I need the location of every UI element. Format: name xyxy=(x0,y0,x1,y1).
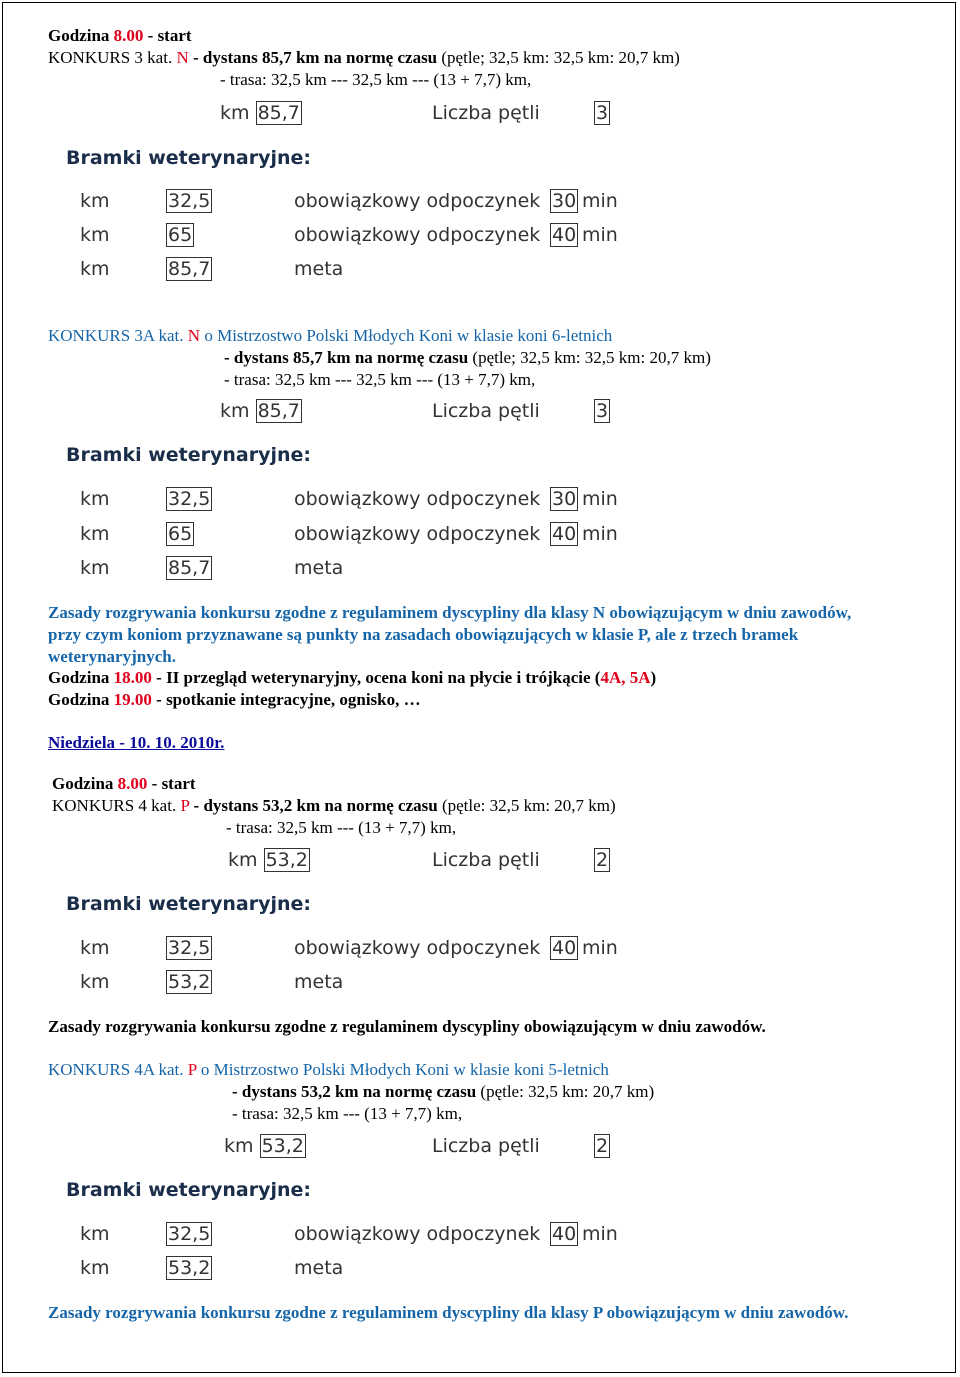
k4a-class: P xyxy=(187,1060,197,1079)
k4a-title: KONKURS 4A kat. xyxy=(48,1060,184,1079)
k3-route: - trasa: 32,5 km --- 32,5 km --- (13 + 7,7) km, xyxy=(220,70,532,89)
k3a-gates-title: Bramki weterynaryjne: xyxy=(66,444,312,466)
gate-rest-min: 30 xyxy=(552,190,577,212)
k4-distance: - dystans 53,2 km na normę czasu xyxy=(193,796,438,815)
gate-km-value: 85,7 xyxy=(168,557,211,579)
k3a-distance-line xyxy=(224,348,711,368)
k3a-title-rest: o Mistrzostwo Polski Młodych Koni w klasie koni 6-letnich xyxy=(204,326,613,345)
km-total-value: 53,2 xyxy=(265,849,308,871)
km-total-value: 85,7 xyxy=(257,102,300,124)
gate-desc: obowiązkowy odpoczynek xyxy=(294,190,541,212)
gate-desc: obowiązkowy odpoczynek xyxy=(294,1223,541,1245)
gate-km-label: km xyxy=(80,1223,110,1245)
k3a-rules-line3: weterynaryjnych. xyxy=(48,647,176,666)
time-18-line xyxy=(48,668,656,688)
gate-km-value: 32,5 xyxy=(168,190,211,212)
time-value: 18.00 xyxy=(113,668,152,687)
gate-min-unit: min xyxy=(582,488,618,510)
time-value: 8.00 xyxy=(117,774,148,793)
k3a-loops-desc: (pętle; 32,5 km: 32,5 km: 20,7 km) xyxy=(472,348,711,367)
k4a-distance: - dystans 53,2 km na normę czasu xyxy=(232,1082,477,1101)
k3-loops-desc: (pętle; 32,5 km: 32,5 km: 20,7 km) xyxy=(441,48,680,67)
gate-km-label: km xyxy=(80,937,110,959)
km-total-value: 85,7 xyxy=(257,400,300,422)
k4a-distance-line xyxy=(232,1082,654,1102)
k4-rules: Zasady rozgrywania konkursu zgodne z regulaminem dyscypliny obowiązującym w dniu zawodów. xyxy=(48,1017,766,1036)
k3-gates-title: Bramki weterynaryjne: xyxy=(66,147,312,169)
gate-min-unit: min xyxy=(582,1223,618,1245)
time-label: Godzina xyxy=(48,26,110,45)
gate-km-label: km xyxy=(80,224,110,246)
gate-km-value: 53,2 xyxy=(168,1257,211,1279)
km-label: km xyxy=(220,102,250,124)
gate-rest-min: 40 xyxy=(552,937,577,959)
k4-route: - trasa: 32,5 km --- (13 + 7,7) km, xyxy=(226,818,457,837)
gate-rest-min: 40 xyxy=(552,1223,577,1245)
k3-class: N xyxy=(176,48,189,67)
time-19-line xyxy=(48,690,421,710)
k4a-loops-value: 2 xyxy=(596,1135,609,1157)
k4a-route: - trasa: 32,5 km --- (13 + 7,7) km, xyxy=(232,1104,463,1123)
k4a-rules: Zasady rozgrywania konkursu zgodne z regulaminem dyscypliny dla klasy P obowiązującym w dniu zawodów. xyxy=(48,1303,849,1322)
gate-min-unit: min xyxy=(582,190,618,212)
k3-loops-value: 3 xyxy=(596,102,609,124)
k4-km-total xyxy=(228,848,310,872)
gate-min-unit: min xyxy=(582,523,618,545)
k4-loops-desc: (pętle: 32,5 km: 20,7 km) xyxy=(441,796,616,815)
gate-km-value: 32,5 xyxy=(168,488,211,510)
time-desc: - spotkanie integracyjne, ognisko, … xyxy=(156,690,421,709)
k3-distance: - dystans 85,7 km na normę czasu xyxy=(192,48,438,67)
gate-km-label: km xyxy=(80,488,110,510)
gate-rest-min: 40 xyxy=(552,224,577,246)
k3a-title: KONKURS 3A kat. xyxy=(48,326,184,345)
start-time-line xyxy=(48,26,192,46)
k4a-gates-title: Bramki weterynaryjne: xyxy=(66,1179,312,1201)
gate-km-label: km xyxy=(80,557,110,579)
gate-km-value: 32,5 xyxy=(168,1223,211,1245)
k4-loops-label: Liczba pętli xyxy=(432,849,540,871)
gate-km-label: km xyxy=(80,190,110,212)
gate-desc: obowiązkowy odpoczynek xyxy=(294,224,541,246)
time-desc: - II przegląd weterynaryjny, ocena koni na płycie i trójkącie ( xyxy=(156,668,601,687)
k4-title-line xyxy=(52,796,616,816)
class-codes: 4A, 5A xyxy=(600,668,651,687)
gate-desc: obowiązkowy odpoczynek xyxy=(294,523,541,545)
k3-km-total xyxy=(220,101,302,125)
k3a-distance: - dystans 85,7 km na normę czasu xyxy=(224,348,469,367)
time-label: Godzina xyxy=(48,690,110,709)
k3a-km-total xyxy=(220,399,302,423)
km-label: km xyxy=(228,849,258,871)
k4a-km-total xyxy=(224,1134,306,1158)
time-label: Godzina xyxy=(48,668,110,687)
gate-finish: meta xyxy=(294,971,344,993)
gate-km-label: km xyxy=(80,523,110,545)
gate-km-label: km xyxy=(80,1257,110,1279)
gate-desc: obowiązkowy odpoczynek xyxy=(294,488,541,510)
gate-rest-min: 30 xyxy=(552,488,577,510)
k3a-route: - trasa: 32,5 km --- 32,5 km --- (13 + 7,7) km, xyxy=(224,370,536,389)
time-desc: - start xyxy=(151,774,196,793)
km-label: km xyxy=(220,400,250,422)
gate-km-value: 32,5 xyxy=(168,937,211,959)
time-desc: - start xyxy=(147,26,192,45)
k4-loops-value: 2 xyxy=(596,849,609,871)
time-value: 19.00 xyxy=(113,690,152,709)
gate-finish: meta xyxy=(294,557,344,579)
gate-km-label: km xyxy=(80,258,110,280)
k3-title-line xyxy=(48,48,680,68)
gate-finish: meta xyxy=(294,258,344,280)
k4a-title-rest: o Mistrzostwo Polski Młodych Koni w klasie koni 5-letnich xyxy=(200,1060,609,1079)
gate-desc: obowiązkowy odpoczynek xyxy=(294,937,541,959)
k4-title: KONKURS 4 kat. xyxy=(52,796,177,815)
k3a-loops-label: Liczba pętli xyxy=(432,400,540,422)
k4-gates-title: Bramki weterynaryjne: xyxy=(66,893,312,915)
k3-title: KONKURS 3 kat. xyxy=(48,48,173,67)
k3a-rules-line2: przy czym koniom przyznawane są punkty na zasadach obowiązujących w klasie P, ale z trzech bramek xyxy=(48,625,799,644)
k3a-class: N xyxy=(187,326,201,345)
km-total-value: 53,2 xyxy=(261,1135,304,1157)
gate-rest-min: 40 xyxy=(552,523,577,545)
gate-km-value: 65 xyxy=(168,224,193,246)
k4a-loops-desc: (pętle: 32,5 km: 20,7 km) xyxy=(480,1082,655,1101)
km-label: km xyxy=(224,1135,254,1157)
gate-finish: meta xyxy=(294,1257,344,1279)
gate-min-unit: min xyxy=(582,937,618,959)
k3-loops-label: Liczba pętli xyxy=(432,102,540,124)
k4-class: P xyxy=(180,796,190,815)
time-value: 8.00 xyxy=(113,26,144,45)
gate-km-value: 65 xyxy=(168,523,193,545)
gate-km-value: 85,7 xyxy=(168,258,211,280)
k3a-rules-line1: Zasady rozgrywania konkursu zgodne z regulaminem dyscypliny dla klasy N obowiązującym w dniu zawodów, xyxy=(48,603,852,622)
k4a-title-line xyxy=(48,1060,609,1080)
gate-km-value: 53,2 xyxy=(168,971,211,993)
k3a-loops-value: 3 xyxy=(596,400,609,422)
paren-close: ) xyxy=(650,668,657,687)
start-time-line-2 xyxy=(52,774,196,794)
time-label: Godzina xyxy=(52,774,114,793)
k3a-title-line xyxy=(48,326,612,346)
gate-km-label: km xyxy=(80,971,110,993)
sunday-date: Niedziela - 10. 10. 2010r. xyxy=(48,733,225,752)
gate-min-unit: min xyxy=(582,224,618,246)
k4a-loops-label: Liczba pętli xyxy=(432,1135,540,1157)
